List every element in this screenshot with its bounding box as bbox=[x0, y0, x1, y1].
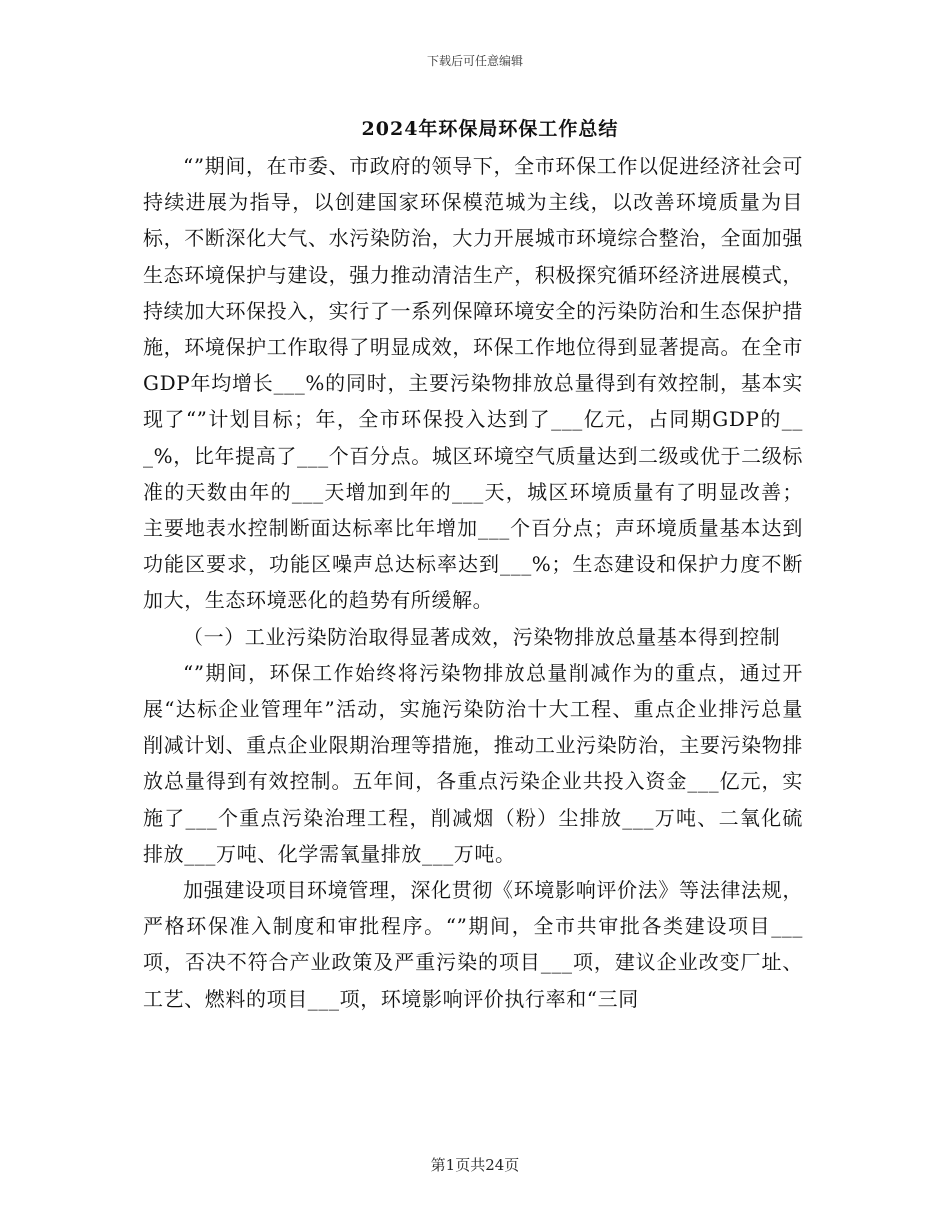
page-footer: 第1页共24页 bbox=[430, 1156, 520, 1174]
document-body bbox=[143, 148, 803, 1017]
document-title: 2024年环保局环保工作总结 bbox=[361, 118, 619, 140]
paragraph-construction: 加强建设项目环境管理，深化贯彻《环境影响评价法》等法律法规，严格环保准入制度和审批程序。“”期间，全市共审批各类建设项目___项，否决不符合产业政策及严重污染的项目___项，建议企业改变厂址、工艺、燃料的项目___项，环境影响评价执行率和“三同 bbox=[143, 878, 803, 1011]
section-heading-1: （一）工业污染防治取得显著成效，污染物排放总量基本得到控制 bbox=[183, 624, 781, 649]
header-note: 下载后可任意编辑 bbox=[426, 54, 523, 68]
paragraph-industrial: “”期间，环保工作始终将污染物排放总量削减作为的重点，通过开展“达标企业管理年”活动，实施污染防治十大工程、重点企业排污总量削减计划、重点企业限期治理等措施，推动工业污染防治，主要污染物排放总量得到有效控制。五年间，各重点污染企业共投入资金___亿元，实施了___个重点污染治理工程，削减烟（粉）尘排放___万吨、二氧化硫排放___万吨、化学需氧量排放___万吨。 bbox=[143, 660, 803, 866]
paragraph-intro: “”期间，在市委、市政府的领导下，全市环保工作以促进经济社会可持续进展为指导，以创建国家环保模范城为主线，以改善环境质量为目标，不断深化大气、水污染防治，大力开展城市环境综合整治，全面加强生态环境保护与建设，强力推动清洁生产，积极探究循环经济进展模式，持续加大环保投入，实行了一系列保障环境安全的污染防治和生态保护措施，环境保护工作取得了明显成效，环保工作地位得到显著提高。在全市GDP年均增长___%的同时，主要污染物排放总量得到有效控制，基本实现了“”计划目标；年，全市环保投入达到了___亿元，占同期GDP的___%，比年提高了___个百分点。城区环境空气质量达到二级或优于二级标准的天数由年的___天增加到年的___天，城区环境质量有了明显改善；主要地表水控制断面达标率比年增加___个百分点；声环境质量基本达到功能区要求，功能区噪声总达标率达到___%；生态建设和保护力度不断加大，生态环境恶化的趋势有所缓解。 bbox=[143, 154, 803, 613]
